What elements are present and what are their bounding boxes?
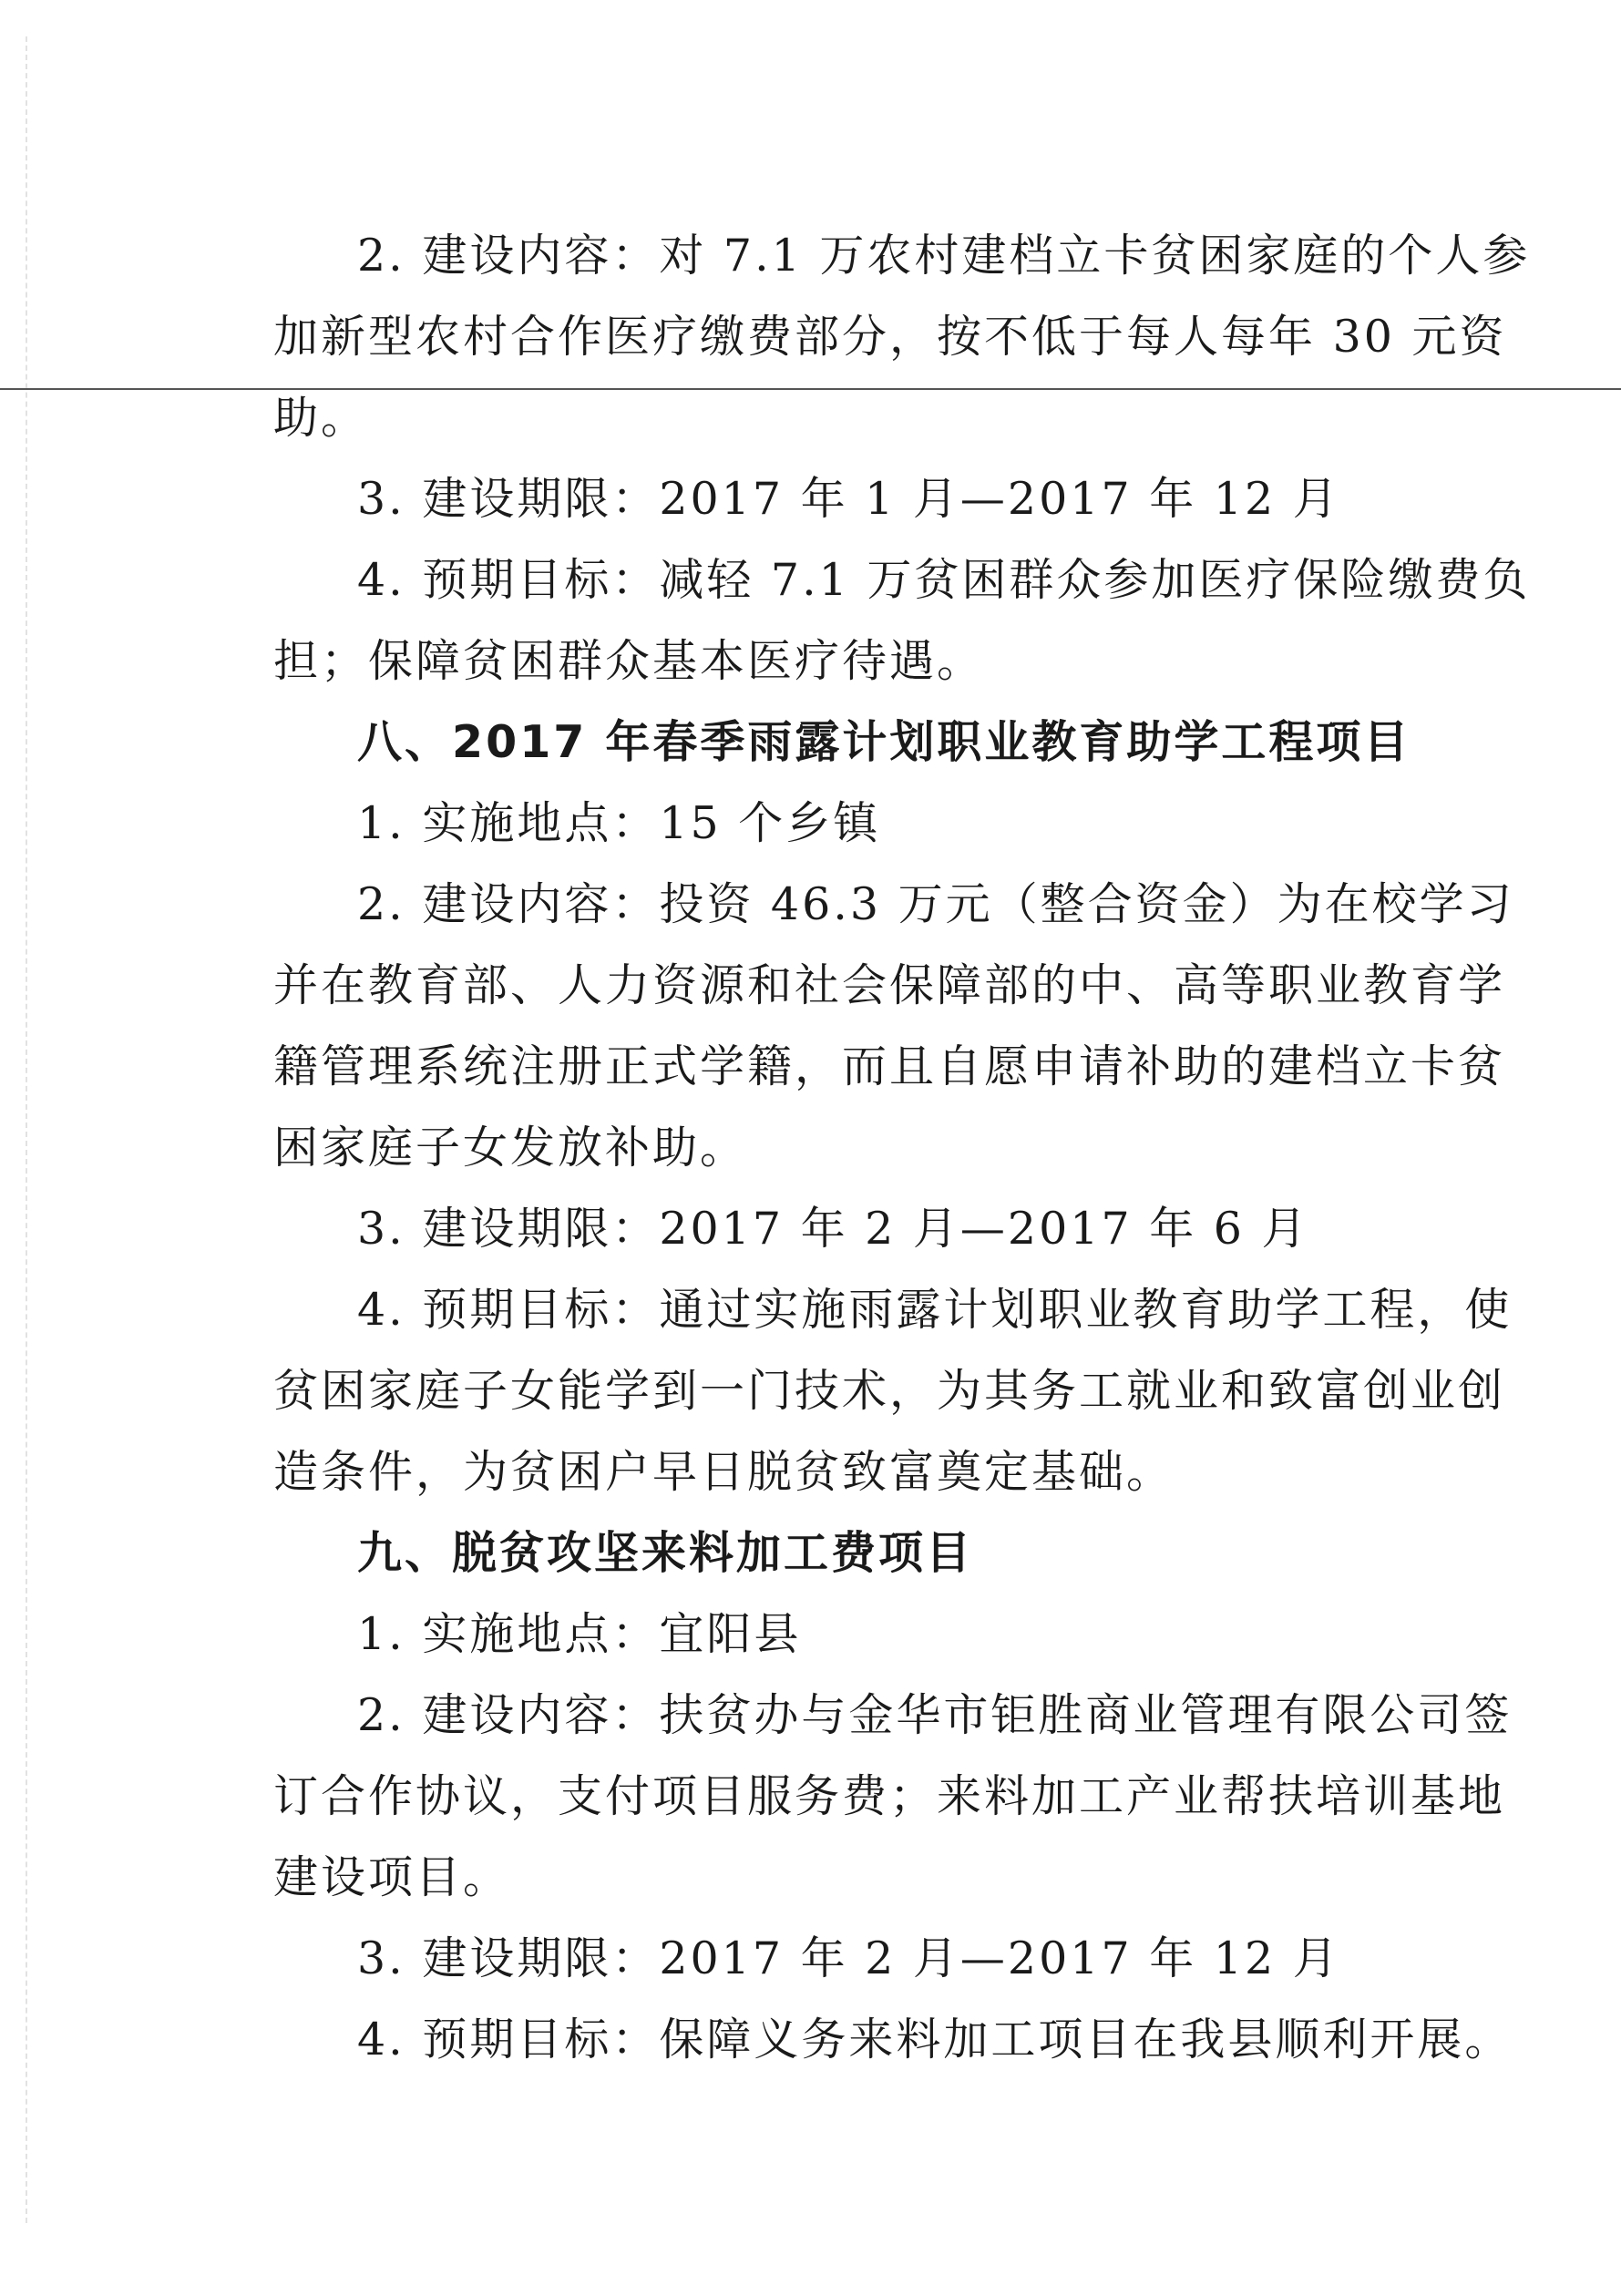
text-line: 3. 建设期限：2017 年 2 月—2017 年 12 月 [357, 1932, 1340, 1984]
text-line: 2. 建设内容：投资 46.3 万元（整合资金）为在校学习 [357, 878, 1514, 930]
text-line: 3. 建设期限：2017 年 1 月—2017 年 12 月 [357, 473, 1340, 525]
text-line: 困家庭子女发放补助。 [273, 1122, 748, 1174]
text-line: 建设项目。 [273, 1851, 511, 1903]
text-line: 加新型农村合作医疗缴费部分，按不低于每人每年 30 元资 [273, 311, 1507, 363]
text-line: 4. 预期目标：保障义务来料加工项目在我县顺利开展。 [357, 2014, 1513, 2065]
text-line: 订合作协议，支付项目服务费；来料加工产业帮扶培训基地 [273, 1770, 1506, 1822]
document-body [273, 215, 1531, 2080]
text-line: 并在教育部、人力资源和社会保障部的中、高等职业教育学 [273, 959, 1506, 1011]
section-heading: 九、脱贫攻坚来料加工费项目 [357, 1527, 974, 1579]
text-line: 4. 预期目标：通过实施雨露计划职业教育助学工程，使 [357, 1284, 1513, 1336]
text-line: 3. 建设期限：2017 年 2 月—2017 年 6 月 [357, 1203, 1309, 1255]
section-heading: 八、2017 年春季雨露计划职业教育助学工程项目 [357, 716, 1411, 768]
scan-margin-marks [26, 36, 31, 2223]
text-line: 籍管理系统注册正式学籍，而且自愿申请补助的建档立卡贫 [273, 1040, 1506, 1092]
text-line: 担；保障贫困群众基本医疗待遇。 [273, 635, 985, 687]
text-line: 1. 实施地点：宜阳县 [357, 1608, 802, 1660]
text-line: 1. 实施地点：15 个乡镇 [357, 797, 881, 849]
text-line: 4. 预期目标：减轻 7.1 万贫困群众参加医疗保险缴费负 [357, 554, 1531, 606]
text-line: 2. 建设内容：扶贫办与金华市钜胜商业管理有限公司签 [357, 1689, 1513, 1741]
text-line: 2. 建设内容：对 7.1 万农村建档立卡贫困家庭的个人参 [357, 230, 1531, 282]
text-line: 造条件，为贫困户早日脱贫致富奠定基础。 [273, 1446, 1175, 1498]
text-line: 贫困家庭子女能学到一门技术，为其务工就业和致富创业创 [273, 1365, 1506, 1417]
text-line: 助。 [273, 392, 369, 444]
